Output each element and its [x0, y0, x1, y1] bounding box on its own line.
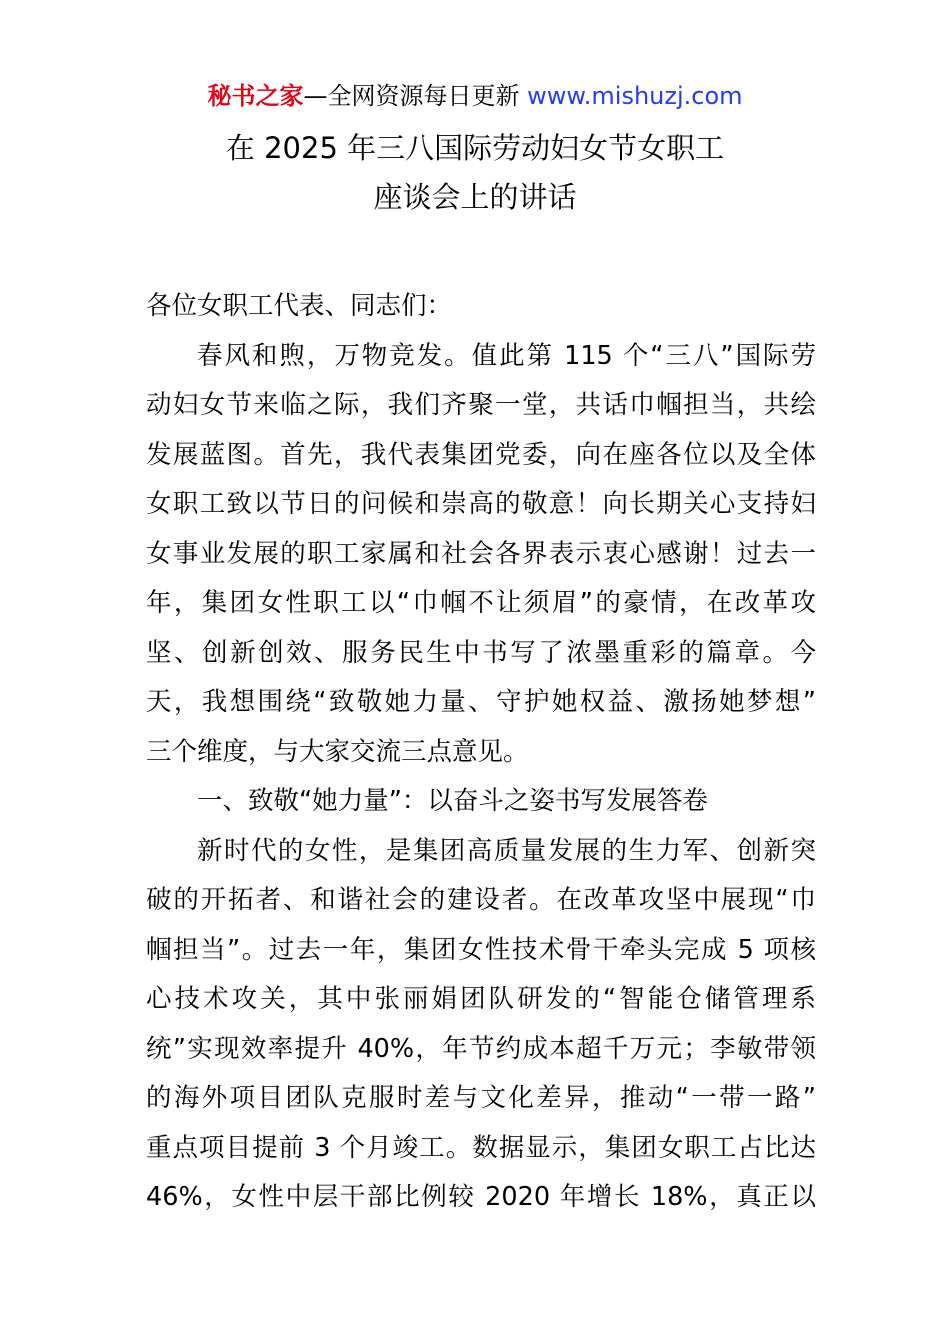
paragraph-line: 女职工致以节日的问候和崇高的敬意！向长期关心支持妇 — [146, 489, 816, 519]
site-header — [0, 80, 950, 112]
document-title-line-2: 座谈会上的讲话 — [373, 180, 577, 214]
paragraph-line: 46%，女性中层干部比例较 2020 年增长 18%，真正以 — [146, 1182, 816, 1212]
paragraph-line: 坚、创新创效、服务民生中书写了浓墨重彩的篇章。今 — [146, 637, 816, 668]
paragraph-line: 帼担当”。过去一年，集团女性技术骨干牵头完成 5 项核 — [146, 934, 816, 965]
paragraph-line: 女事业发展的职工家属和社会各界表示衷心感谢！过去一 — [146, 538, 816, 569]
paragraph-line: 天，我想围绕“致敬她力量、守护她权益、激扬她梦想” — [146, 687, 816, 717]
paragraph-line: 重点项目提前 3 个月竣工。数据显示，集团女职工占比达 — [146, 1132, 816, 1163]
paragraph-line: 新时代的女性，是集团高质量发展的生力军、创新突 — [197, 835, 816, 866]
paragraph-line: 动妇女节来临之际，我们齐聚一堂，共话巾帼担当，共绘 — [146, 390, 816, 420]
header-dash: — — [303, 82, 328, 110]
site-brand: 秘书之家 — [207, 82, 304, 110]
paragraph-line: 破的开拓者、和谐社会的建设者。在改革攻坚中展现“巾 — [146, 885, 816, 915]
paragraph-line: 的海外项目团队克服时差与文化差异，推动“一带一路” — [146, 1083, 816, 1113]
section-heading: 一、致敬“她力量”：以奋斗之姿书写发展答卷 — [197, 786, 708, 816]
paragraph-line: 三个维度，与大家交流三点意见。 — [146, 736, 529, 767]
paragraph-line: 春风和煦，万物竞发。值此第 115 个“三八”国际劳 — [197, 340, 816, 371]
document-title-line-1: 在 2025 年三八国际劳动妇女节女职工 — [225, 131, 725, 165]
header-tagline: 全网资源每日更新 — [327, 82, 528, 110]
paragraph-line: 发展蓝图。首先，我代表集团党委，向在座各位以及全体 — [146, 439, 816, 470]
paragraph-line: 心技术攻关，其中张丽娟团队研发的“智能仓储管理系 — [146, 984, 816, 1014]
paragraph-line: 年，集团女性职工以“巾帼不让须眉”的豪情，在改革攻 — [146, 588, 816, 618]
paragraph-line: 统”实现效率提升 40%，年节约成本超千万元；李敏带领 — [146, 1033, 816, 1064]
site-url-link[interactable]: www.mishuzj.com — [527, 82, 743, 110]
document-body — [146, 282, 816, 1223]
salutation: 各位女职工代表、同志们： — [146, 291, 453, 321]
